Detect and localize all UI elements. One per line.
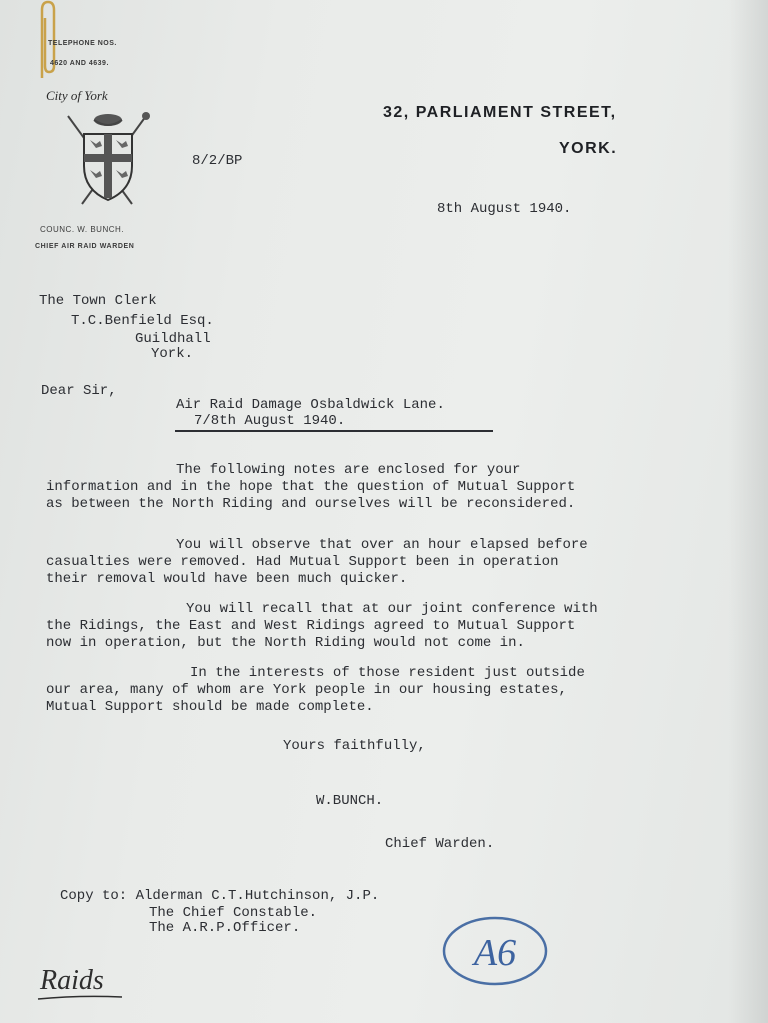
body-line: The following notes are enclosed for your bbox=[176, 462, 521, 478]
copy-to-line: The A.R.P.Officer. bbox=[149, 920, 301, 936]
body-line: our area, many of whom are York people in our housing estates, bbox=[46, 682, 567, 698]
address-city: YORK. bbox=[559, 140, 618, 157]
telephone-numbers: 4620 AND 4639. bbox=[50, 60, 109, 67]
recipient-line: The Town Clerk bbox=[39, 293, 157, 309]
body-paragraph-2 bbox=[46, 537, 588, 588]
sender-name: COUNC. W. BUNCH. bbox=[40, 225, 124, 234]
body-line: You will observe that over an hour elapsed before bbox=[176, 537, 588, 553]
body-line: Mutual Support should be made complete. bbox=[46, 699, 374, 715]
recipient-line: T.C.Benfield Esq. bbox=[71, 313, 214, 329]
closing: Yours faithfully, bbox=[283, 738, 426, 754]
body-paragraph-4 bbox=[46, 665, 585, 716]
handwritten-note bbox=[30, 955, 160, 1005]
signature-name: W.BUNCH. bbox=[316, 793, 384, 809]
archive-stamp bbox=[440, 915, 550, 987]
body-line: as between the North Riding and ourselves will be reconsidered. bbox=[46, 496, 576, 512]
handwritten-note-text: Raids bbox=[40, 965, 104, 996]
body-paragraph-3 bbox=[46, 601, 598, 652]
body-paragraph-1 bbox=[46, 462, 575, 513]
sender-title: CHIEF AIR RAID WARDEN bbox=[35, 243, 135, 250]
page-edge-shadow bbox=[728, 0, 768, 1023]
body-line: their removal would have been much quicker. bbox=[46, 571, 408, 587]
city-crest-icon bbox=[62, 108, 152, 208]
stamp-text: A6 bbox=[473, 932, 517, 974]
reference-number: 8/2/BP bbox=[192, 153, 243, 169]
letter-date: 8th August 1940. bbox=[437, 201, 572, 217]
body-line: information and in the hope that the question of Mutual Support bbox=[46, 479, 576, 495]
copy-to-line: The Chief Constable. bbox=[149, 905, 318, 921]
signature-title: Chief Warden. bbox=[385, 836, 495, 852]
recipient-line: Guildhall bbox=[135, 331, 211, 347]
recipient-line: York. bbox=[151, 346, 194, 362]
subject-date: 7/8th August 1940. bbox=[194, 413, 346, 429]
telephone-label: TELEPHONE NOS. bbox=[48, 40, 117, 47]
subject-line: Air Raid Damage Osbaldwick Lane. bbox=[176, 397, 445, 413]
body-line: casualties were removed. Had Mutual Support been in operation bbox=[46, 554, 559, 570]
body-line: You will recall that at our joint conference with bbox=[186, 601, 598, 617]
city-name: City of York bbox=[46, 88, 108, 103]
address-street: 32, PARLIAMENT STREET, bbox=[383, 104, 617, 121]
body-line: now in operation, but the North Riding would not come in. bbox=[46, 635, 525, 651]
subject-underline bbox=[175, 430, 493, 432]
copy-to-line: Copy to: Alderman C.T.Hutchinson, J.P. bbox=[60, 888, 380, 904]
body-line: In the interests of those resident just outside bbox=[190, 665, 585, 681]
salutation: Dear Sir, bbox=[41, 383, 117, 399]
body-line: the Ridings, the East and West Ridings agreed to Mutual Support bbox=[46, 618, 576, 634]
